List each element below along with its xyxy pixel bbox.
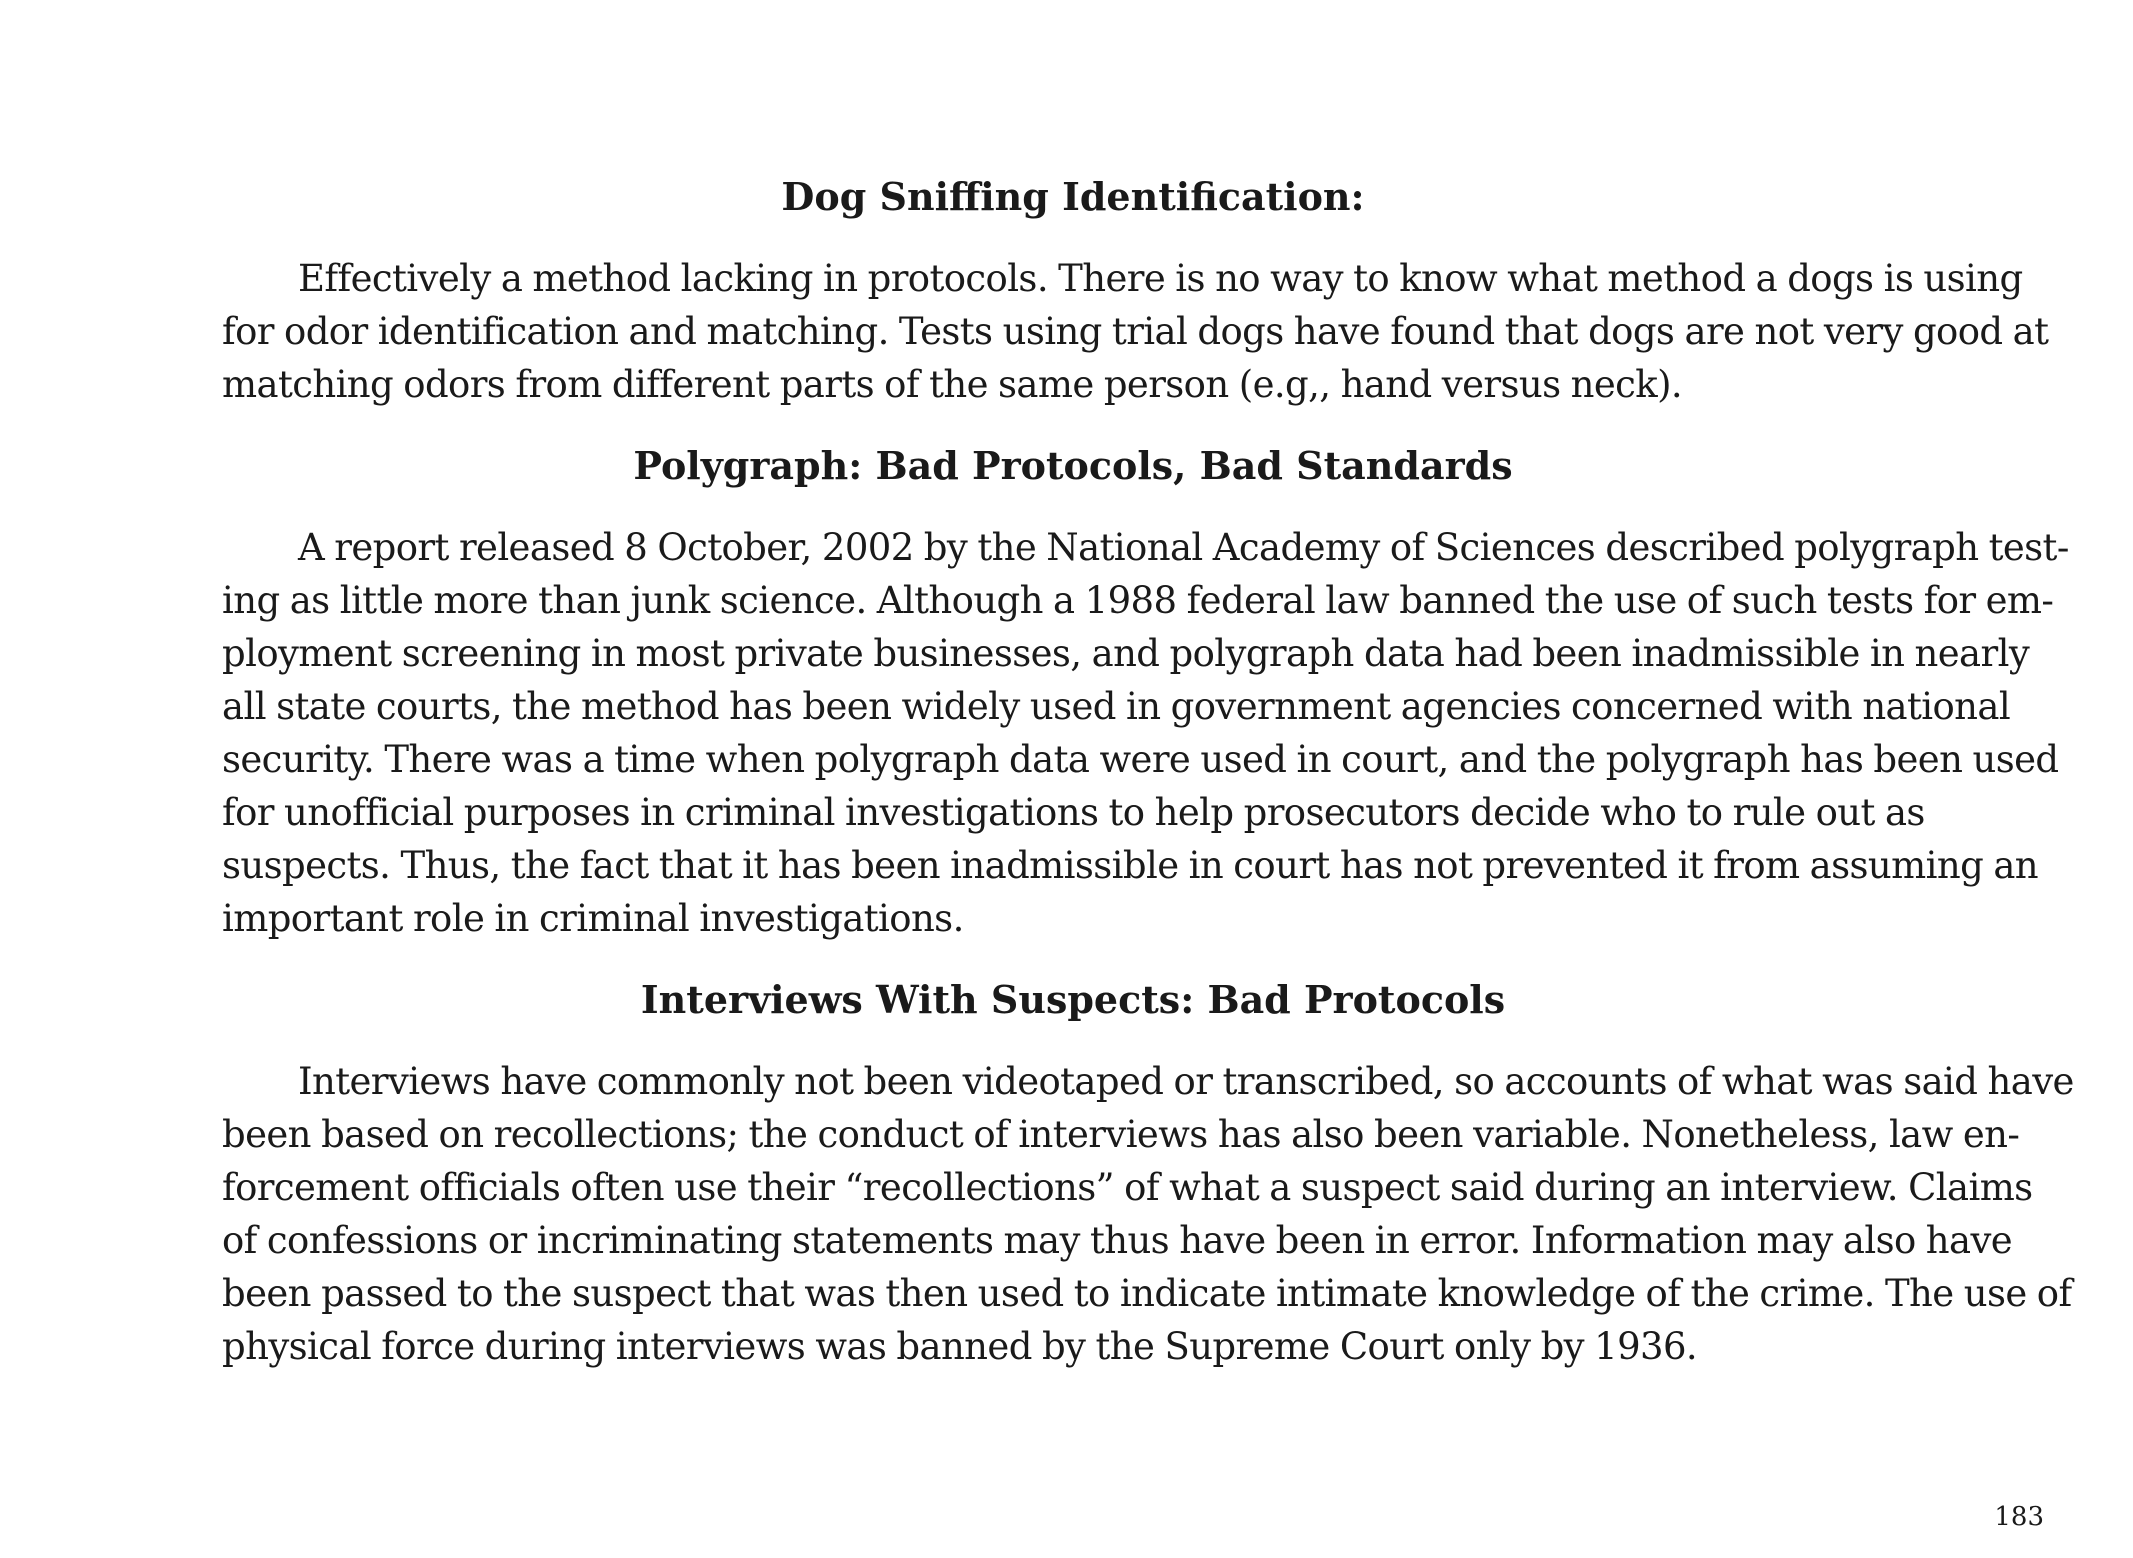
section-heading-interviews: Interviews With Suspects: Bad Protocols xyxy=(640,977,1506,1022)
section-heading-polygraph: Polygraph: Bad Protocols, Bad Standards xyxy=(633,443,1513,488)
text-line: Effectively a method lacking in protocols. There is no way to know what method a dogs is using xyxy=(298,257,2023,300)
text-line: ployment screening in most private businesses, and polygraph data had been inadmissible in nearly xyxy=(222,632,2030,675)
paragraph-dog-sniffing xyxy=(222,252,2049,411)
spacer xyxy=(222,411,1924,441)
text-line: A report released 8 October, 2002 by the National Academy of Sciences described polygraph test- xyxy=(298,526,2069,569)
document-page xyxy=(222,172,2074,1373)
paragraph-polygraph xyxy=(222,521,2069,945)
text-line: Interviews have commonly not been videotaped or transcribed, so accounts of what was said have xyxy=(298,1060,2074,1103)
text-line: ing as little more than junk science. Although a 1988 federal law banned the use of such tests for em- xyxy=(222,579,2054,622)
text-line: forcement officials often use their “recollections” of what a suspect said during an interview. Claims xyxy=(222,1166,2033,1209)
text-line: for unofficial purposes in criminal investigations to help prosecutors decide who to rule out as xyxy=(222,791,1925,834)
text-line: been based on recollections; the conduct of interviews has also been variable. Nonetheless, law en- xyxy=(222,1113,2020,1156)
spacer xyxy=(222,222,1924,252)
spacer xyxy=(222,1025,1924,1055)
paragraph-interviews xyxy=(222,1055,2074,1373)
text-line: security. There was a time when polygraph data were used in court, and the polygraph has been used xyxy=(222,738,2059,781)
page-number: 183 xyxy=(1994,1502,2044,1532)
text-line: been passed to the suspect that was then used to indicate intimate knowledge of the crime. The use of xyxy=(222,1272,2072,1315)
text-line: physical force during interviews was banned by the Supreme Court only by 1936. xyxy=(222,1325,1698,1368)
text-line: all state courts, the method has been widely used in government agencies concerned with national xyxy=(222,685,2011,728)
text-line: suspects. Thus, the fact that it has been inadmissible in court has not prevented it from assuming an xyxy=(222,844,2039,887)
spacer xyxy=(222,491,1924,521)
text-line: matching odors from different parts of the same person (e.g,, hand versus neck). xyxy=(222,363,1683,406)
text-line: of confessions or incriminating statements may thus have been in error. Information may also have xyxy=(222,1219,2013,1262)
text-line: for odor identification and matching. Tests using trial dogs have found that dogs are not very good at xyxy=(222,310,2049,353)
section-heading-dog-sniffing: Dog Sniffing Identification: xyxy=(781,174,1365,219)
spacer xyxy=(222,945,1924,975)
text-line: important role in criminal investigations. xyxy=(222,897,964,940)
